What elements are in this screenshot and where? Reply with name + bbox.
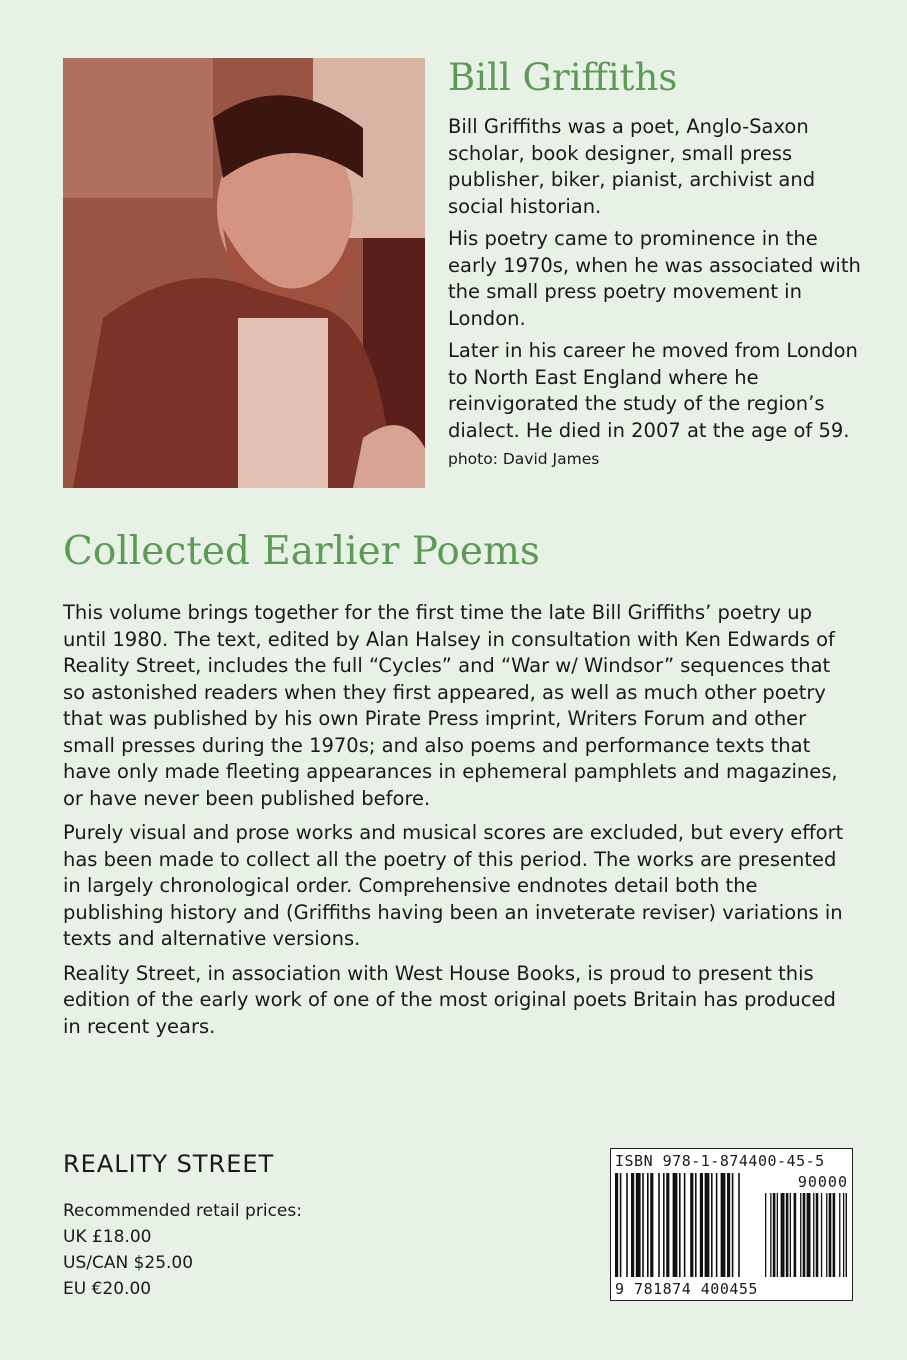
barcode-bar — [813, 1193, 814, 1277]
author-bio — [448, 114, 868, 444]
barcode-bar — [794, 1193, 797, 1277]
description-paragraph: Purely visual and prose works and musical scores are excluded, but every effort has been made to collect all the poetry of this period. The works are presented in largely chronological order. Comprehensive endnotes detail both the publishing history and (Griffiths having been an inveterate reviser) variations in texts and alternative versions. — [63, 821, 844, 950]
barcode-bar — [663, 1173, 665, 1277]
barcode-price-code: 90000 — [797, 1173, 848, 1191]
barcode-bar — [732, 1173, 734, 1277]
barcode-bar — [781, 1193, 785, 1277]
author-photo-illustration — [63, 58, 425, 488]
barcode-bar — [631, 1173, 634, 1277]
barcode-bar — [647, 1173, 649, 1277]
barcode-bar — [803, 1193, 806, 1277]
barcode-bar — [826, 1193, 827, 1277]
book-description — [63, 600, 853, 1048]
barcode-bar — [642, 1173, 644, 1277]
barcode-bar — [816, 1193, 819, 1277]
barcode-bar — [821, 1193, 822, 1277]
retail-prices — [63, 1198, 302, 1302]
isbn-barcode — [610, 1148, 853, 1301]
bio-paragraph: Bill Griffiths was a poet, Anglo-Saxon scholar, book designer, small press publisher, biker, pianist, archivist and social historian. — [448, 115, 816, 218]
author-section — [448, 56, 868, 468]
prices-heading: Recommended retail prices: — [63, 1201, 302, 1221]
price-uk: UK £18.00 — [63, 1227, 152, 1247]
barcode-bar — [695, 1173, 697, 1277]
barcode-digits: 9 781874 400455 — [615, 1280, 758, 1298]
barcode-bar — [727, 1173, 730, 1277]
barcode-bar — [626, 1173, 628, 1277]
photo-credit: photo: David James — [448, 450, 600, 468]
author-photo — [63, 58, 425, 488]
author-name: Bill Griffiths — [448, 56, 678, 99]
barcode-bar — [615, 1173, 618, 1277]
barcode-bar — [620, 1173, 622, 1277]
barcode-bar — [636, 1173, 641, 1277]
barcode-bar — [721, 1173, 726, 1277]
bio-paragraph: His poetry came to prominence in the early 1970s, when he was associated with the small press poetry movement in London. — [448, 227, 861, 330]
barcode-bar — [690, 1173, 693, 1277]
barcode-bar — [790, 1193, 791, 1277]
isbn-number: ISBN 978-1-874400-45-5 — [615, 1152, 825, 1170]
barcode-bar — [684, 1173, 686, 1277]
barcode-bar — [773, 1193, 776, 1277]
barcode-bar — [705, 1173, 710, 1277]
barcode-bar — [807, 1193, 811, 1277]
barcode-bar — [666, 1173, 669, 1277]
barcode-bar — [765, 1193, 766, 1277]
barcode-bar — [800, 1193, 801, 1277]
barcode-bars — [615, 1173, 847, 1277]
description-paragraph: This volume brings together for the first time the late Bill Griffiths’ poetry up until 1980. The text, edited by Alan Halsey in consultation with Ken Edwards of Reality Street, includes the full “Cycles” and “War w/ Windsor” sequences that so astonished readers when they first appeared, as well as much other poetry that was published by his own Pirate Press imprint, Writers Forum and other small presses during the 1970s; and also poems and performance texts that have only made fleeting appearances in ephemeral pamphlets and magazines, or have never been published before. — [63, 601, 838, 810]
barcode-bar — [843, 1193, 844, 1277]
description-paragraph: Reality Street, in association with West House Books, is proud to present this edition of the early work of one of the most original poets Britain has produced in recent years. — [63, 961, 836, 1038]
barcode-bar — [650, 1173, 653, 1277]
barcode-bar — [846, 1193, 847, 1277]
price-us-can: US/CAN $25.00 — [63, 1253, 194, 1273]
book-title: Collected Earlier Poems — [63, 529, 540, 574]
publisher-name: REALITY STREET — [63, 1150, 275, 1178]
barcode-bar — [679, 1173, 681, 1277]
barcode-bar — [777, 1193, 778, 1277]
barcode-bar — [833, 1193, 836, 1277]
bio-paragraph: Later in his career he moved from London to North East England where he reinvigorated the study of the region’s dialect. He died in 2007 at the age of 59. — [448, 339, 858, 442]
barcode-bar — [786, 1193, 789, 1277]
barcode-bar — [829, 1193, 832, 1277]
barcode-bar — [711, 1173, 713, 1277]
barcode-bar — [658, 1173, 660, 1277]
barcode-bar — [673, 1173, 678, 1277]
barcode-bar — [839, 1193, 840, 1277]
barcode-bar — [716, 1173, 718, 1277]
barcode-bar — [770, 1193, 771, 1277]
barcode-bar — [700, 1173, 703, 1277]
barcode-bar — [738, 1173, 740, 1277]
price-eu: EU €20.00 — [63, 1279, 152, 1299]
